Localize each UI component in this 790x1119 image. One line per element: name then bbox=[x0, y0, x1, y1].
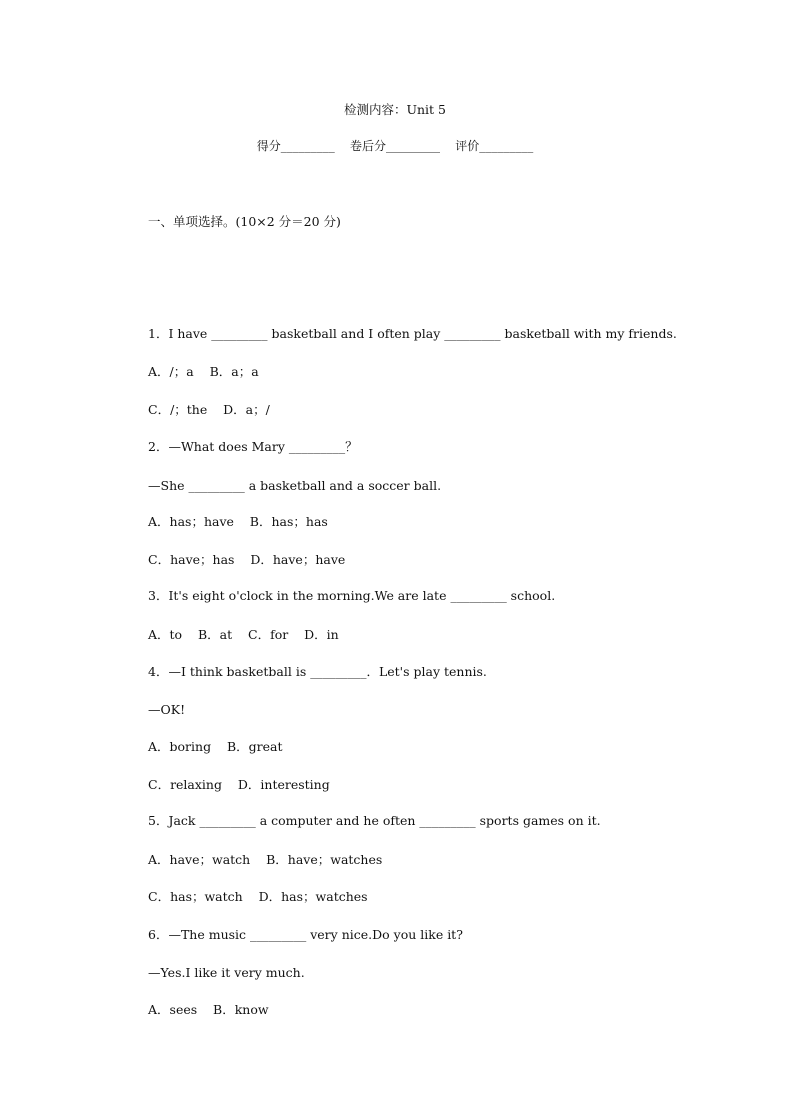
question-1-options-ab: A．/；a B．a；a bbox=[148, 364, 259, 379]
question-5-options-ab: A．have；watch B．have；watches bbox=[148, 852, 383, 867]
score-line: 得分_________ 卷后分_________ 评价_________ bbox=[256, 139, 534, 153]
question-2-options-ab: A．has；have B．has；has bbox=[148, 514, 328, 529]
question-4-options-ab: A．boring B．great bbox=[148, 739, 283, 754]
question-6-options-ab: A．sees B．know bbox=[148, 1002, 269, 1017]
question-3-options: A．to B．at C．for D．in bbox=[148, 627, 339, 642]
question-2-answer-line: —She _________ a basketball and a soccer ball. bbox=[148, 478, 442, 493]
question-4-answer-line: —OK! bbox=[148, 702, 186, 717]
question-6-answer-line: —Yes.I like it very much. bbox=[148, 965, 305, 980]
question-1-options-cd: C．/；the D．a；/ bbox=[148, 402, 270, 417]
question-4-stem: 4．—I think basketball is _________．Let's play tennis. bbox=[148, 664, 487, 679]
question-5-stem: 5．Jack _________ a computer and he often _________ sports games on it. bbox=[148, 813, 601, 828]
question-3-stem: 3．It's eight o'clock in the morning.We are late _________ school. bbox=[148, 588, 556, 603]
section-heading: 一、单项选择。(10×2 分＝20 分) bbox=[148, 214, 341, 229]
question-1-stem: 1．I have _________ basketball and I often play _________ basketball with my friends. bbox=[148, 326, 677, 341]
question-5-options-cd: C．has；watch D．has；watches bbox=[148, 889, 368, 904]
question-2-stem: 2．—What does Mary _________？ bbox=[148, 439, 358, 454]
question-2-options-cd: C．have；has D．have；have bbox=[148, 552, 346, 567]
question-4-options-cd: C．relaxing D．interesting bbox=[148, 777, 330, 792]
question-6-stem: 6．—The music _________ very nice.Do you like it? bbox=[148, 927, 463, 942]
page-title: 检测内容：Unit 5 bbox=[343, 102, 447, 117]
